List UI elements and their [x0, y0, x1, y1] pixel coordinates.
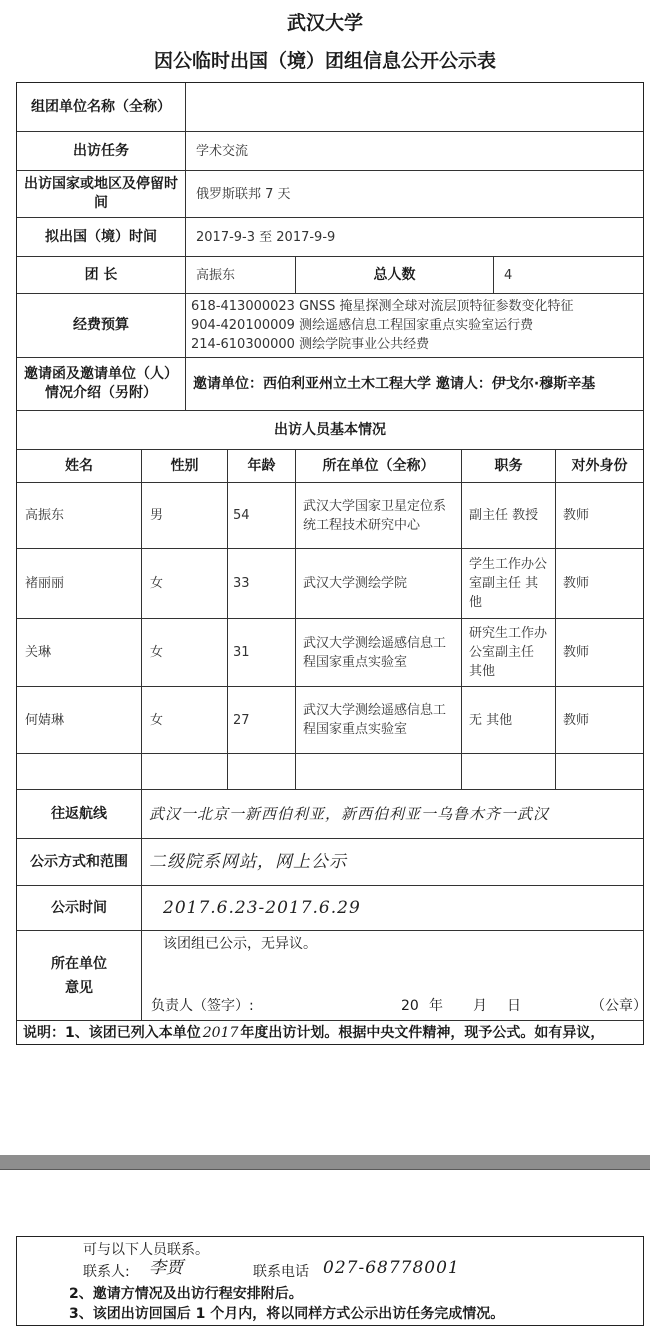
- note-end: 年度出访计划。根据中央文件精神，现予公式。如有异议，: [240, 1025, 605, 1041]
- note-text: [23, 1024, 604, 1042]
- note-year: 2017: [202, 1025, 239, 1041]
- col-name: 姓名: [65, 457, 93, 474]
- footer-line3: 3、该团出访回国后 1 个月内，将以同样方式公示出访任务完成情况。: [69, 1306, 505, 1322]
- budget-line: 214-610300000 测绘学院事业公共经费: [191, 337, 430, 352]
- member-unit: 武汉大学测绘学院: [303, 576, 408, 591]
- member-position: 无 其他: [469, 712, 513, 728]
- opinion-text: 该团组已公示，无异议。: [163, 936, 317, 952]
- note-start: 说明：1、该团已列入本单位: [23, 1025, 201, 1041]
- footer-line1: 可与以下人员联系。: [83, 1242, 209, 1258]
- leader-label: 团 长: [84, 266, 118, 283]
- page-break: [0, 1155, 650, 1170]
- form-title: 因公临时出国（境）团组信息公开公示表: [153, 50, 496, 72]
- member-age: 27: [233, 712, 250, 728]
- member-name: 关琳: [25, 645, 52, 660]
- country-value[interactable]: 俄罗斯联邦 7 天: [196, 186, 291, 202]
- member-name: 高振东: [25, 508, 65, 523]
- members-title: 出访人员基本情况: [274, 421, 386, 438]
- period-value[interactable]: 2017.6.23-2017.6.29: [163, 897, 361, 918]
- member-identity: 教师: [563, 508, 590, 523]
- col-age: 年龄: [247, 457, 276, 474]
- scope-label: 公示方式和范围: [30, 853, 128, 870]
- task-value[interactable]: 学术交流: [196, 143, 249, 159]
- col-identity: 对外身份: [571, 457, 628, 474]
- leader-value[interactable]: 高振东: [196, 267, 236, 283]
- unit-name-label: 组团单位名称（全称）: [31, 98, 171, 115]
- date-year: 20: [401, 998, 419, 1014]
- member-gender: 男: [150, 508, 164, 523]
- university-title: 武汉大学: [286, 12, 363, 34]
- opinion-label-text: 所在单位意见: [51, 955, 107, 996]
- footer-box: [16, 1236, 644, 1326]
- member-gender: 女: [150, 712, 164, 728]
- contact-label: 联系人:: [83, 1264, 130, 1280]
- info-table: [16, 82, 647, 1045]
- member-age: 31: [233, 645, 250, 660]
- contact-name: 李贾: [149, 1258, 183, 1278]
- budget-label: 经费预算: [73, 317, 129, 333]
- route-label: 往返航线: [51, 805, 107, 822]
- col-unit: 所在单位（全称）: [322, 457, 435, 474]
- member-identity: 教师: [563, 712, 590, 728]
- member-unit: 武汉大学测绘遥感信息工程国家重点实验室: [303, 703, 447, 737]
- budget-line: 618-413000023 GNSS 掩星探测全球对流层顶特征参数变化特征: [191, 299, 574, 314]
- member-age: 54: [233, 508, 250, 523]
- col-position: 职务: [494, 457, 523, 474]
- sign-label: 负责人（签字）:: [151, 998, 254, 1014]
- phone-label: 联系电话: [253, 1264, 309, 1280]
- member-position: 副主任 教授: [469, 508, 539, 523]
- total-label: 总人数: [373, 266, 416, 283]
- country-label: 出访国家或地区及停留时间: [24, 176, 178, 211]
- date-day-unit: 日: [507, 998, 521, 1014]
- member-unit: 武汉大学国家卫星定位系统工程技术研究中心: [303, 498, 447, 533]
- budget-line: 904-420100009 测绘遥感信息工程国家重点实验室运行费: [191, 318, 534, 333]
- total-value[interactable]: 4: [504, 267, 513, 283]
- invite-label: 邀请函及邀请单位（人）情况介绍（另附）: [24, 366, 178, 401]
- footer-line2: 2、邀请方情况及出访行程安排附后。: [69, 1286, 303, 1302]
- budget-lines: [191, 294, 643, 357]
- member-position: 学生工作办公室副主任 其他: [469, 557, 548, 610]
- member-gender: 女: [150, 645, 164, 660]
- phone-value: 027-68778001: [323, 1258, 460, 1278]
- member-age: 33: [233, 576, 250, 591]
- opinion-label: [17, 931, 141, 1020]
- date-value[interactable]: 2017-9-3 至 2017-9-9: [196, 229, 336, 245]
- date-year-unit: 年: [429, 998, 443, 1014]
- date-month-unit: 月: [473, 998, 487, 1014]
- member-identity: 教师: [563, 645, 590, 660]
- member-unit: 武汉大学测绘遥感信息工程国家重点实验室: [303, 635, 447, 670]
- period-label: 公示时间: [51, 899, 107, 916]
- date-label: 拟出国（境）时间: [45, 228, 157, 245]
- invite-value: 邀请单位：西伯利亚州立土木工程大学 邀请人：伊戈尔·穆斯辛基: [193, 375, 596, 392]
- scope-value[interactable]: 二级院系网站，网上公示: [149, 851, 347, 872]
- route-value[interactable]: 武汉一北京一新西伯利亚，新西伯利亚一乌鲁木齐一武汉: [149, 804, 550, 823]
- member-name: 何婧琳: [25, 712, 65, 728]
- col-gender: 性别: [170, 457, 199, 474]
- member-gender: 女: [150, 576, 164, 591]
- member-name: 褚丽丽: [25, 576, 65, 591]
- member-identity: 教师: [563, 576, 590, 591]
- task-label: 出访任务: [73, 142, 129, 159]
- unit-name-value[interactable]: [186, 83, 643, 131]
- seal-label: （公章）: [591, 998, 647, 1014]
- member-position: 研究生工作办公室副主任 其他: [469, 626, 548, 679]
